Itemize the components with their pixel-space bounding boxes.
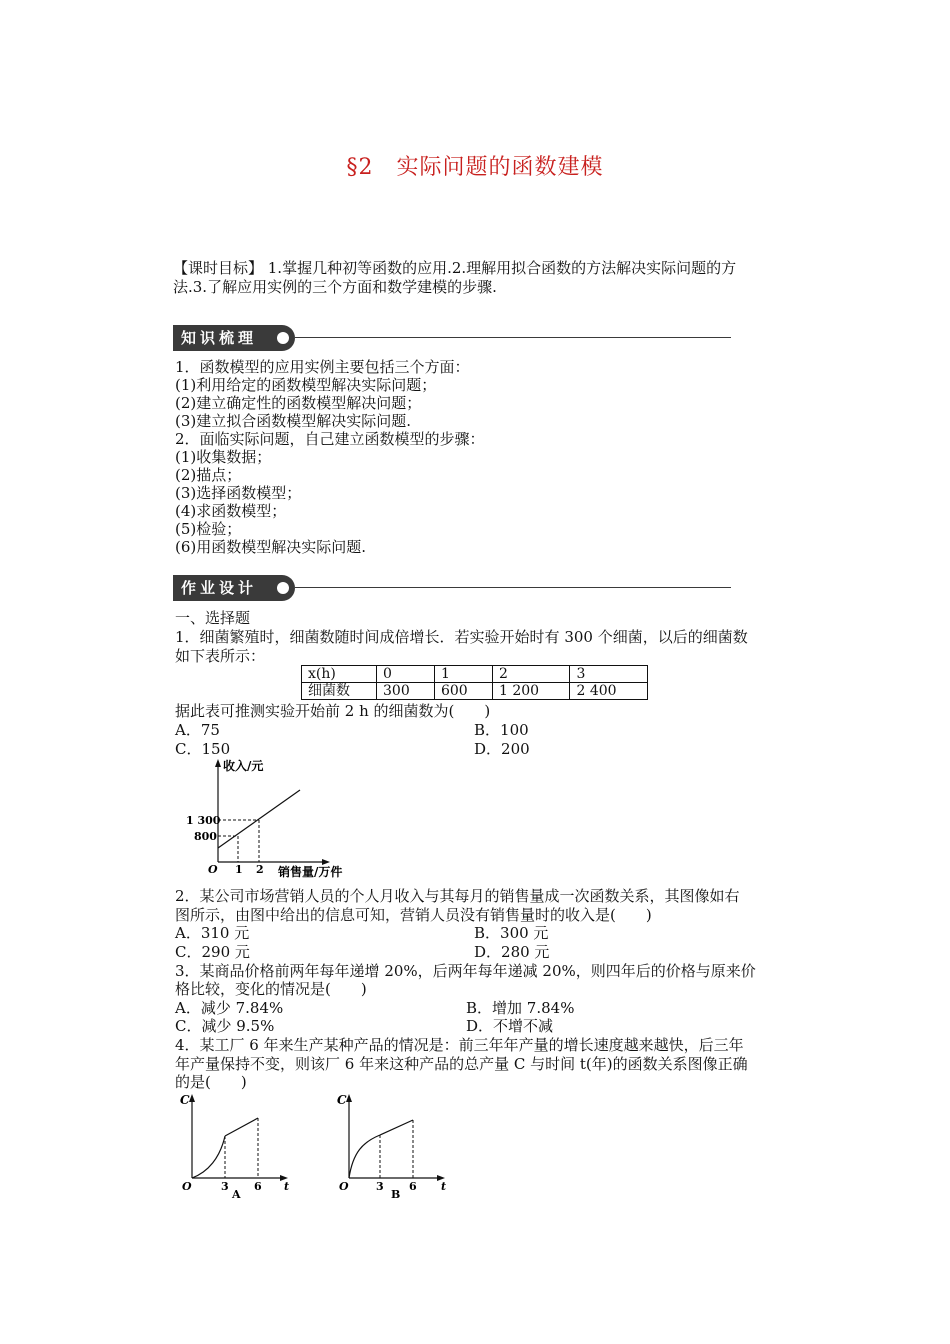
q1-line-1: 1．细菌繁殖时，细菌数随时间成倍增长．若实验开始时有 300 个细菌，以后的细菌数 — [175, 628, 748, 646]
q3-option-c: C．减少 9.5% — [175, 1017, 275, 1035]
q3-line-1: 3．某商品价格前两年每年递增 20%，后两年每年递减 20%，则四年后的价格与原来价 — [175, 962, 756, 980]
y-axis-label: C — [337, 1093, 347, 1107]
section-banner-knowledge — [173, 325, 733, 351]
table-cell: 3 — [570, 666, 648, 683]
y-tick-800: 800 — [194, 830, 217, 843]
x-axis-label: t — [441, 1180, 447, 1193]
graph-caption: A — [232, 1188, 241, 1201]
q3-line-2: 格比较，变化的情况是( ) — [175, 980, 367, 998]
y-axis-label: C — [180, 1093, 190, 1107]
graph-option-a — [178, 1090, 308, 1202]
q1-option-d: D．200 — [474, 740, 530, 758]
q1-question: 据此表可推测实验开始前 2 h 的细菌数为( ) — [175, 702, 491, 720]
y-axis-label: 收入/元 — [223, 759, 264, 773]
bacteria-table — [301, 665, 648, 700]
origin-label: O — [339, 1180, 349, 1193]
y-axis-arrow-icon — [189, 1094, 195, 1102]
curve-linear — [225, 1118, 258, 1136]
table-cell: 600 — [434, 683, 492, 700]
q3-option-d: D．不增不减 — [466, 1017, 554, 1035]
knowledge-line: (2)建立确定性的函数模型解决问题； — [175, 394, 422, 412]
q2-option-a: A．310 元 — [175, 924, 250, 942]
x-axis-label: t — [284, 1180, 290, 1193]
q2-option-c: C．290 元 — [175, 943, 250, 961]
knowledge-line: (6)用函数模型解决实际问题. — [175, 538, 367, 556]
q4-line-1: 4．某工厂 6 年来生产某种产品的情况是：前三年年产量的增长速度越来越快，后三年 — [175, 1036, 744, 1054]
q1-option-c: C．150 — [175, 740, 231, 758]
knowledge-line: (3)建立拟合函数模型解决实际问题. — [175, 412, 412, 430]
income-graph — [180, 756, 370, 880]
x-axis-label: 销售量/万件 — [278, 865, 343, 879]
origin-label: O — [208, 863, 218, 876]
section-banner-homework — [173, 575, 733, 601]
knowledge-line: 1．函数模型的应用实例主要包括三个方面： — [175, 358, 470, 376]
knowledge-line: (4)求函数模型； — [175, 502, 287, 520]
banner-label: 知识梳理 — [173, 325, 295, 351]
banner-dot-icon — [277, 582, 289, 594]
y-axis-arrow-icon — [215, 759, 221, 767]
x-tick-6: 6 — [409, 1180, 417, 1193]
q2-option-b: B．300 元 — [474, 924, 549, 942]
knowledge-line: 2．面临实际问题，自己建立函数模型的步骤： — [175, 430, 485, 448]
table-cell: 2 400 — [570, 683, 648, 700]
q4-line-2: 年产量保持不变，则该厂 6 年来这种产品的总产量 C 与时间 t(年)的函数关系图像正确 — [175, 1055, 748, 1073]
objectives-line-1: 【课时目标】 1.掌握几种初等函数的应用.2.理解用拟合函数的方法解决实际问题的方 — [173, 259, 737, 277]
table-cell: x(h) — [302, 666, 377, 683]
y-tick-1300: 1 300 — [186, 814, 221, 827]
income-line — [218, 790, 300, 848]
banner-dot-icon — [277, 332, 289, 344]
banner-rule — [295, 337, 731, 338]
table-row — [302, 666, 648, 683]
graph-option-b — [335, 1090, 465, 1202]
q1-option-a: A．75 — [175, 721, 220, 739]
table-row — [302, 683, 648, 700]
q3-option-a: A．减少 7.84% — [175, 999, 284, 1017]
banner-label: 作业设计 — [173, 575, 295, 601]
curve-concave — [349, 1135, 380, 1178]
q2-option-d: D．280 元 — [474, 943, 550, 961]
knowledge-line: (1)收集数据； — [175, 448, 272, 466]
x-tick-3: 3 — [221, 1180, 229, 1193]
table-cell: 1 — [434, 666, 492, 683]
q3-option-b: B．增加 7.84% — [466, 999, 575, 1017]
q1-line-2: 如下表所示： — [175, 647, 266, 665]
table-cell: 0 — [377, 666, 435, 683]
objectives-line-2: 法.3.了解应用实例的三个方面和数学建模的步骤. — [173, 278, 497, 296]
table-cell: 细菌数 — [302, 683, 377, 700]
knowledge-line: (1)利用给定的函数模型解决实际问题； — [175, 376, 437, 394]
origin-label: O — [182, 1180, 192, 1193]
table-cell: 1 200 — [492, 683, 570, 700]
table-cell: 300 — [377, 683, 435, 700]
knowledge-line: (2)描点； — [175, 466, 242, 484]
q2-line-1: 2．某公司市场营销人员的个人月收入与其每月的销售量成一次函数关系，其图像如右 — [175, 887, 740, 905]
x-tick-1: 1 — [235, 863, 243, 876]
curve-linear — [380, 1120, 413, 1135]
x-tick-6: 6 — [254, 1180, 262, 1193]
q4-line-3: 的是( ) — [175, 1073, 247, 1091]
knowledge-line: (3)选择函数模型； — [175, 484, 302, 502]
section-heading: 一、选择题 — [175, 609, 251, 627]
page-title: §2 实际问题的函数建模 — [346, 155, 604, 180]
y-axis-arrow-icon — [346, 1094, 352, 1102]
graph-caption: B — [391, 1188, 401, 1201]
x-tick-3: 3 — [376, 1180, 384, 1193]
q1-option-b: B．100 — [474, 721, 529, 739]
x-tick-2: 2 — [256, 863, 264, 876]
knowledge-list — [175, 358, 485, 556]
q2-line-2: 图所示，由图中给出的信息可知，营销人员没有销售量时的收入是( ) — [175, 906, 652, 924]
curve-convex — [192, 1136, 225, 1178]
banner-rule — [295, 587, 731, 588]
table-cell: 2 — [492, 666, 570, 683]
knowledge-line: (5)检验； — [175, 520, 242, 538]
